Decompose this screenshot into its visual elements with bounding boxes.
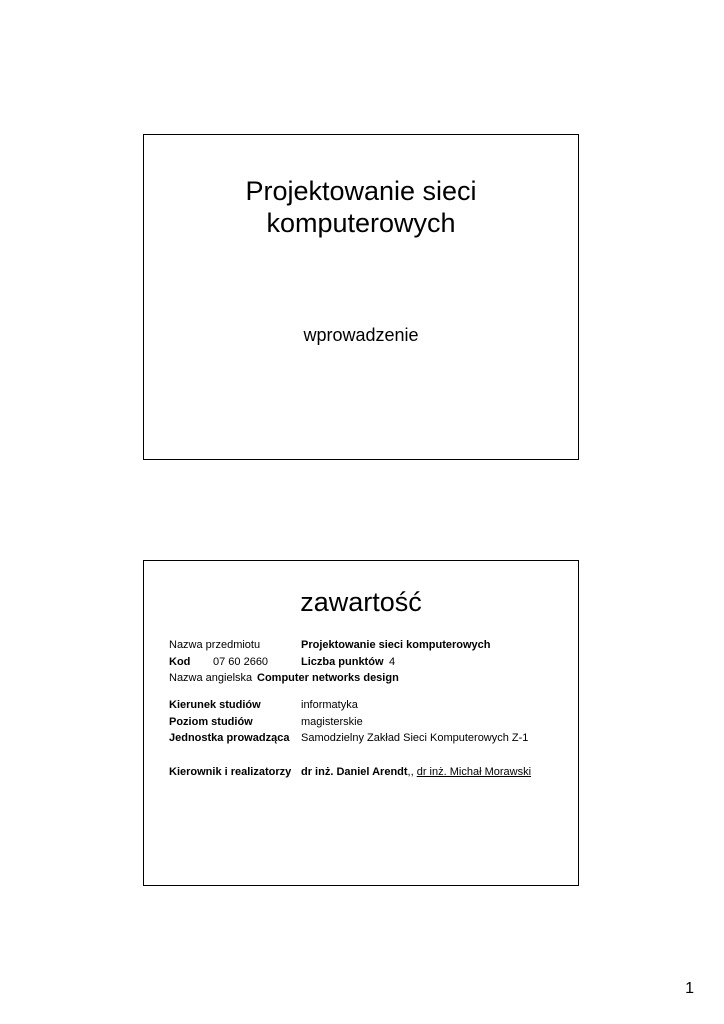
unit-label: Jednostka prowadząca xyxy=(169,732,290,744)
code-value: 07 60 2660 xyxy=(213,656,269,668)
field-value: informatyka xyxy=(301,699,358,711)
staff-label: Kierownik i realizatorzy xyxy=(169,766,292,778)
level-value: magisterskie xyxy=(301,716,363,728)
points-value: 4 xyxy=(389,656,396,668)
slide-title-heading xyxy=(144,175,578,239)
unit-value: Samodzielny Zakład Sieci Komputerowych Z-1 xyxy=(301,732,529,744)
course-name-value: Projektowanie sieci komputerowych xyxy=(301,639,491,651)
staff-other-link[interactable]: dr inż. Michał Morawski xyxy=(416,766,532,778)
course-name-label: Nazwa przedmiotu xyxy=(169,639,261,651)
points-label: Liczba punktów xyxy=(301,656,384,668)
slide-title xyxy=(143,134,579,460)
title-line-1: Projektowanie sieci xyxy=(245,176,477,206)
english-name-label: Nazwa angielska xyxy=(169,672,253,684)
level-label: Poziom studiów xyxy=(169,716,253,728)
slide-subtitle: wprowadzenie xyxy=(303,325,419,345)
title-line-2: komputerowych xyxy=(266,208,456,238)
staff-separator: ,, xyxy=(407,766,417,778)
staff-value xyxy=(301,765,531,779)
code-label: Kod xyxy=(169,656,191,668)
english-name-value: Computer networks design xyxy=(257,672,399,684)
slide-contents xyxy=(143,560,579,886)
field-label: Kierunek studiów xyxy=(169,699,261,711)
staff-lead: dr inż. Daniel Arendt xyxy=(301,766,408,778)
page-number: 1 xyxy=(685,980,694,997)
contents-heading: zawartość xyxy=(300,587,422,617)
